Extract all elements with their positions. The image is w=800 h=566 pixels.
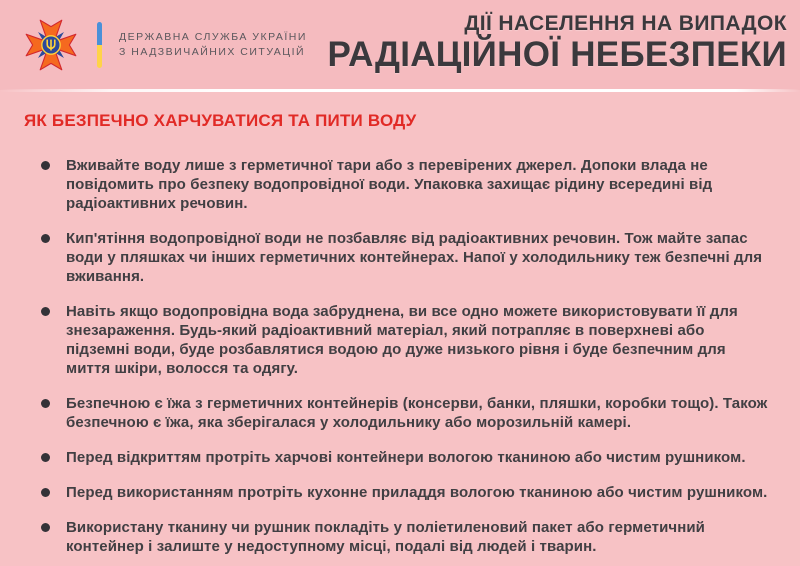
list-item bbox=[24, 483, 772, 502]
content bbox=[0, 90, 800, 556]
section-heading: ЯК БЕЗПЕЧНО ХАРЧУВАТИСЯ ТА ПИТИ ВОДУ bbox=[24, 111, 417, 130]
bullet-list bbox=[24, 156, 772, 556]
bullet-text: Використану тканину чи рушник покладіть у поліетиленовий пакет або герметичний контейнер і залиште у недоступному місці, подалі від людей і тварин. bbox=[66, 519, 706, 555]
bullet-dot-icon bbox=[41, 307, 50, 316]
list-item bbox=[24, 394, 772, 432]
header bbox=[0, 0, 800, 90]
ukraine-flag-stripe-icon bbox=[97, 22, 102, 68]
brand bbox=[0, 18, 307, 72]
list-item bbox=[24, 156, 772, 213]
title-line2: РАДІАЦІЙНОЇ НЕБЕЗПЕКИ bbox=[327, 35, 787, 74]
header-divider bbox=[0, 89, 800, 92]
bullet-text: Перед використанням протріть кухонне приладдя вологою тканиною або чистим рушником. bbox=[66, 484, 768, 501]
bullet-dot-icon bbox=[41, 523, 50, 532]
bullet-dot-icon bbox=[41, 399, 50, 408]
agency-line1: ДЕРЖАВНА СЛУЖБА УКРАЇНИ bbox=[119, 31, 307, 43]
bullet-dot-icon bbox=[41, 161, 50, 170]
bullet-dot-icon bbox=[41, 453, 50, 462]
list-item bbox=[24, 518, 772, 556]
bullet-text: Перед відкриттям протріть харчові контейнери вологою тканиною або чистим рушником. bbox=[66, 449, 746, 466]
page-title bbox=[328, 11, 787, 74]
title-line1: ДІЇ НАСЕЛЕННЯ НА ВИПАДОК bbox=[464, 12, 787, 35]
bullet-text: Кип'ятіння водопровідної води не позбавляє від радіоактивних речовин. Тож майте запас води у пляшках чи інших герметичних контейнерах. Напої у холодильнику теж безпечні для вживання. bbox=[66, 230, 763, 285]
bullet-text: Навіть якщо водопровідна вода забруднена, ви все одно можете використовувати її для знезараження. Будь-який радіоактивний матеріал, який потрапляє в поверхневі або підземні води, буде розбавлятися водою до дуже низького рівня і буде безпечним для миття шкіри, волосся та одягу. bbox=[66, 303, 738, 377]
bullet-text: Безпечною є їжа з герметичних контейнерів (консерви, банки, пляшки, коробки тощо). Також безпечною є їжа, яка зберігалася у холодильнику або морозильній камері. bbox=[66, 395, 768, 431]
dsns-emblem-icon bbox=[24, 18, 78, 72]
bullet-dot-icon bbox=[41, 488, 50, 497]
list-item bbox=[24, 448, 772, 467]
list-item bbox=[24, 229, 772, 286]
agency-line2: З НАДЗВИЧАЙНИХ СИТУАЦІЙ bbox=[119, 46, 306, 58]
bullet-text: Вживайте воду лише з герметичної тари або з перевірених джерел. Допоки влада не повідомить про безпеку водопровідної води. Упаковка захищає рідину всередині від радіоактивних речовин. bbox=[66, 157, 713, 212]
agency-name bbox=[119, 30, 307, 60]
list-item bbox=[24, 302, 772, 378]
bullet-dot-icon bbox=[41, 234, 50, 243]
